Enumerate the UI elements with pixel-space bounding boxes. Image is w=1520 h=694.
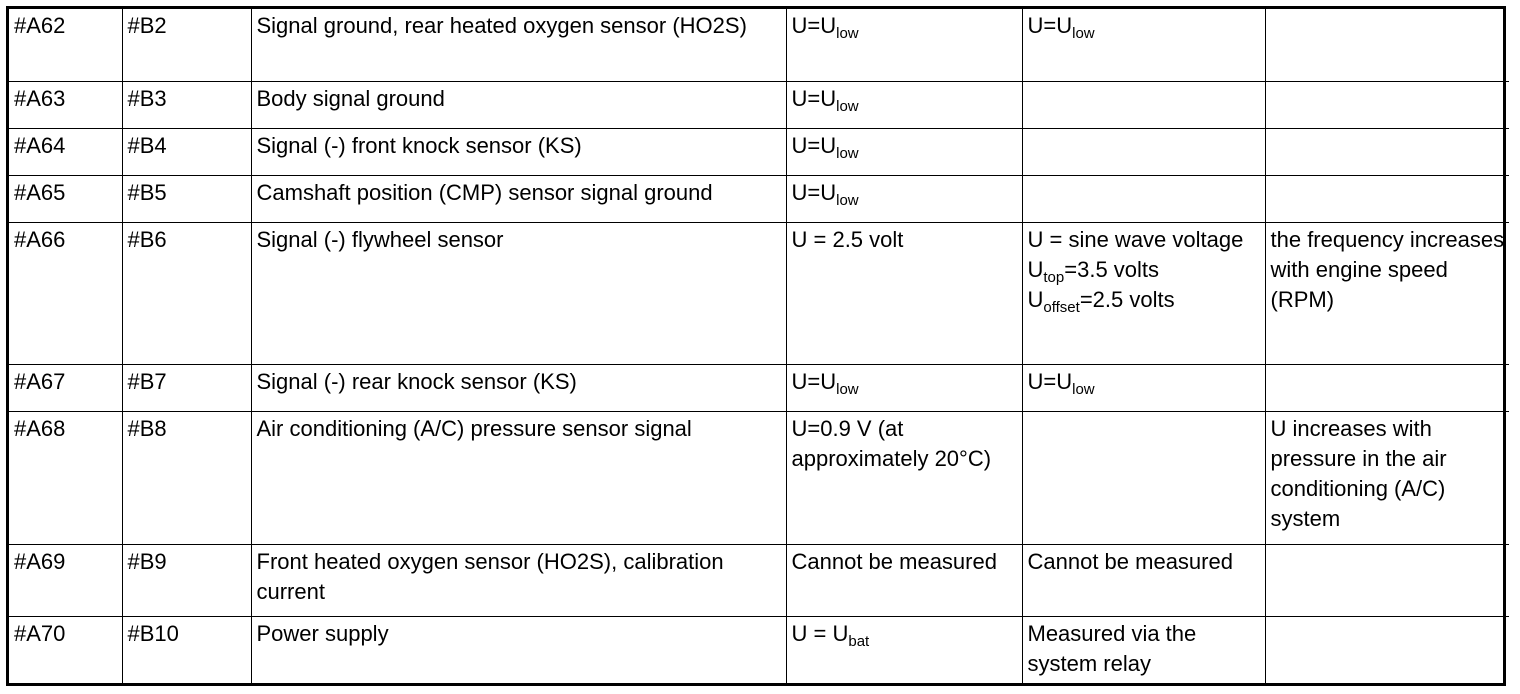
pin-a-cell: #A66 bbox=[9, 222, 122, 364]
description-cell: Signal ground, rear heated oxygen sensor (HO2S) bbox=[251, 9, 786, 81]
table-row bbox=[9, 364, 1509, 411]
description-cell: Power supply bbox=[251, 616, 786, 686]
value2-cell bbox=[1022, 175, 1265, 222]
value-base: U bbox=[1027, 256, 1044, 282]
pin-a-cell: #A67 bbox=[9, 364, 122, 411]
value2-cell bbox=[1022, 128, 1265, 175]
value-base: U=U bbox=[791, 179, 837, 205]
table-row bbox=[9, 175, 1509, 222]
pin-a-cell: #A69 bbox=[9, 544, 122, 616]
pin-b-cell: #B7 bbox=[122, 364, 251, 411]
value-subscript: low bbox=[1072, 380, 1095, 398]
pin-a-cell: #A70 bbox=[9, 616, 122, 686]
value-subscript: low bbox=[836, 144, 859, 162]
note-cell bbox=[1265, 81, 1509, 128]
value1-cell bbox=[786, 9, 1022, 81]
pin-b-cell: #B4 bbox=[122, 128, 251, 175]
value-base: U=U bbox=[1027, 368, 1073, 394]
note-cell bbox=[1265, 616, 1509, 686]
waveform-text: U = sine wave voltage bbox=[1027, 226, 1244, 252]
note-cell bbox=[1265, 9, 1509, 81]
value-base: U=U bbox=[791, 368, 837, 394]
note-cell bbox=[1265, 364, 1509, 411]
value1-cell: U=0.9 V (at approximately 20°C) bbox=[786, 411, 1022, 544]
pin-b-cell: #B6 bbox=[122, 222, 251, 364]
description-cell: Signal (-) front knock sensor (KS) bbox=[251, 128, 786, 175]
pin-table-sheet bbox=[6, 6, 1506, 686]
value1-cell bbox=[786, 616, 1022, 686]
value2-cell bbox=[1022, 364, 1265, 411]
value2-cell bbox=[1022, 222, 1265, 364]
pin-b-cell: #B8 bbox=[122, 411, 251, 544]
offset-voltage bbox=[1028, 285, 1261, 315]
value-base: U bbox=[1027, 286, 1044, 312]
description-cell: Front heated oxygen sensor (HO2S), calibration current bbox=[251, 544, 786, 616]
description-cell: Camshaft position (CMP) sensor signal ground bbox=[251, 175, 786, 222]
value1-cell bbox=[786, 175, 1022, 222]
value-subscript: low bbox=[836, 380, 859, 398]
table-row bbox=[9, 222, 1509, 364]
top-voltage bbox=[1028, 255, 1261, 285]
value-base: U=U bbox=[791, 85, 837, 111]
value-base: U=U bbox=[791, 13, 837, 38]
pin-a-cell: #A68 bbox=[9, 411, 122, 544]
pin-b-cell: #B3 bbox=[122, 81, 251, 128]
value2-cell: Measured via the system relay bbox=[1022, 616, 1265, 686]
pin-a-cell: #A64 bbox=[9, 128, 122, 175]
value-subscript: offset bbox=[1043, 298, 1080, 316]
table-row bbox=[9, 9, 1509, 81]
pin-b-cell: #B10 bbox=[122, 616, 251, 686]
table-row bbox=[9, 616, 1509, 686]
pin-a-cell: #A63 bbox=[9, 81, 122, 128]
value-rest: =3.5 volts bbox=[1064, 256, 1160, 282]
pin-b-cell: #B2 bbox=[122, 9, 251, 81]
table-row bbox=[9, 411, 1509, 544]
note-cell: U increases with pressure in the air conditioning (A/C) system bbox=[1265, 411, 1509, 544]
value1-cell bbox=[786, 128, 1022, 175]
pin-b-cell: #B9 bbox=[122, 544, 251, 616]
value2-cell bbox=[1022, 411, 1265, 544]
value-base: U=U bbox=[791, 132, 837, 158]
pin-a-cell: #A65 bbox=[9, 175, 122, 222]
pin-a-cell: #A62 bbox=[9, 9, 122, 81]
value2-cell bbox=[1022, 9, 1265, 81]
table-row bbox=[9, 544, 1509, 616]
note-cell bbox=[1265, 175, 1509, 222]
description-cell: Body signal ground bbox=[251, 81, 786, 128]
value1-cell: Cannot be measured bbox=[786, 544, 1022, 616]
description-cell: Signal (-) flywheel sensor bbox=[251, 222, 786, 364]
table-row bbox=[9, 128, 1509, 175]
value-subscript: low bbox=[1072, 25, 1095, 42]
note-cell: the frequency increases with engine speed (RPM) bbox=[1265, 222, 1509, 364]
note-cell bbox=[1265, 544, 1509, 616]
value-subscript: low bbox=[836, 97, 859, 115]
value1-cell bbox=[786, 81, 1022, 128]
pin-b-cell: #B5 bbox=[122, 175, 251, 222]
description-cell: Air conditioning (A/C) pressure sensor signal bbox=[251, 411, 786, 544]
value-subscript: bat bbox=[848, 632, 870, 650]
value-subscript: low bbox=[836, 25, 859, 42]
description-cell: Signal (-) rear knock sensor (KS) bbox=[251, 364, 786, 411]
table-row bbox=[9, 81, 1509, 128]
value-subscript: low bbox=[836, 191, 859, 209]
value-base: U=U bbox=[1027, 13, 1073, 38]
pin-table bbox=[9, 9, 1509, 686]
value2-cell bbox=[1022, 81, 1265, 128]
value-subscript: top bbox=[1043, 268, 1065, 286]
value-base: U = U bbox=[791, 620, 849, 646]
note-cell bbox=[1265, 128, 1509, 175]
value2-cell: Cannot be measured bbox=[1022, 544, 1265, 616]
value-rest: =2.5 volts bbox=[1079, 286, 1175, 312]
value1-cell bbox=[786, 364, 1022, 411]
value1-cell: U = 2.5 volt bbox=[786, 222, 1022, 364]
